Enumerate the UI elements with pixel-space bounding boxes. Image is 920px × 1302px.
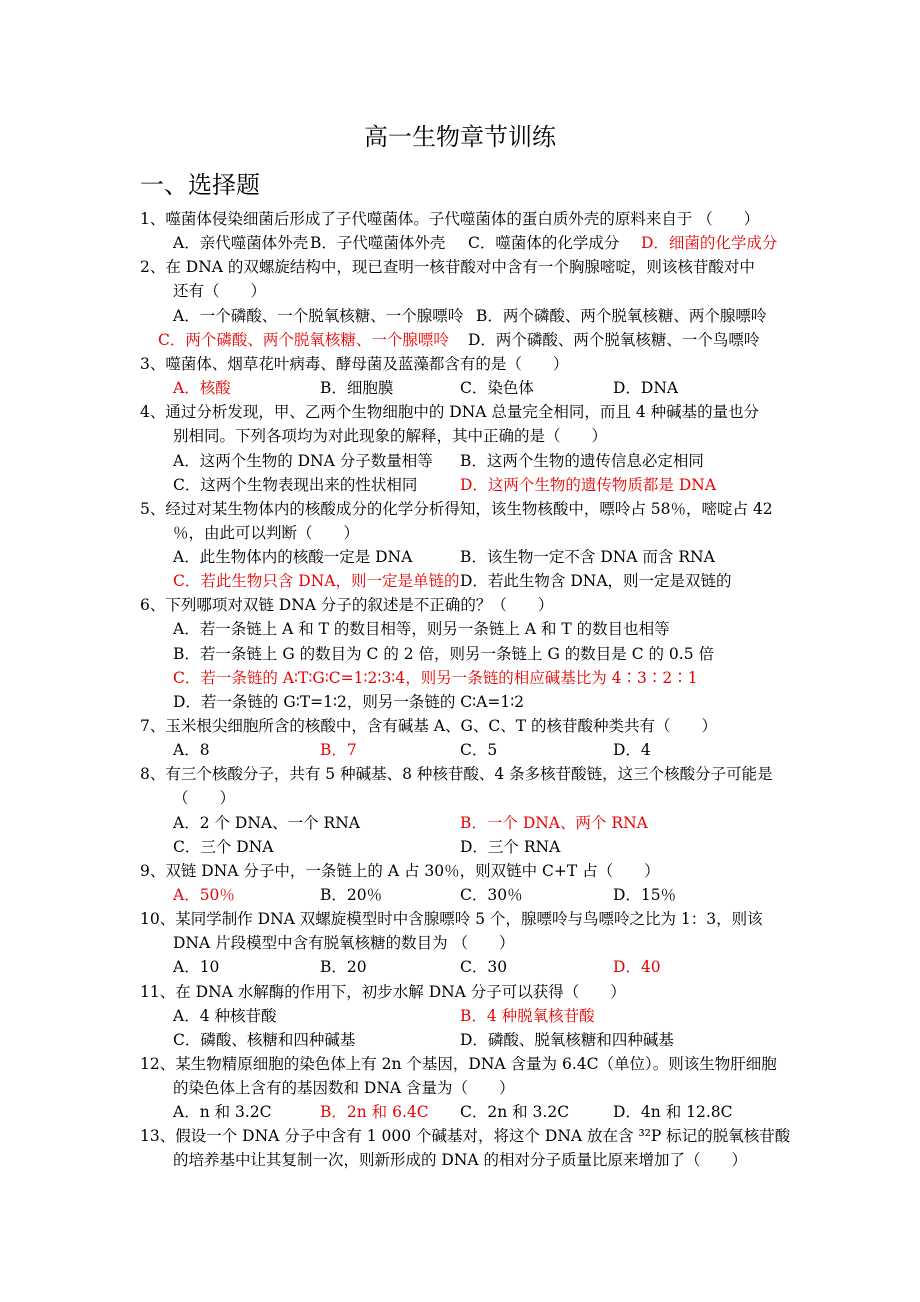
question-4-stem: 4、通过分析发现，甲、乙两个生物细胞中的 DNA 总量完全相同，而且 4 种碱基的量也分 [140,403,760,421]
question-2-stem-cont: 还有（ ） [173,282,267,300]
question-10-stem-cont: DNA 片段模型中含有脱氧核糖的数目为 （ ） [173,934,515,952]
question-5-stem-cont: ％，由此可以判断（ ） [173,524,360,542]
q5-option-a: A．此生物体内的核酸一定是 DNA [173,548,413,566]
q12-option-a: A．n 和 3.2C [173,1103,272,1121]
question-8-stem: 8、有三个核酸分子，共有 5 种碱基、8 种核苷酸、4 条多核苷酸链，这三个核酸分子可能是 [140,765,773,783]
q2-option-c: C．两个磷酸、两个脱氧核糖、一个腺嘌呤 [158,331,449,349]
q7-option-d: D．4 [613,741,651,759]
q5-option-c: C．若此生物只含 DNA，则一定是单链的 [173,572,460,590]
q3-option-d: D．DNA [613,379,679,397]
q9-option-b: B．20％ [320,886,383,904]
question-5-stem: 5、经过对某生物体内的核酸成分的化学分析得知，该生物核酸中，嘌呤占 58％，嘧啶占 42 [140,500,773,518]
q6-option-b: B．若一条链上 G 的数目为 C 的 2 倍，则另一条链上 G 的数目是 C 的 0.5 倍 [173,645,715,663]
section-heading: 一、选择题 [140,171,260,199]
q8-option-a: A．2 个 DNA、一个 RNA [173,814,360,832]
q6-option-d: D．若一条链的 G∶T=1∶2，则另一条链的 C∶A=1∶2 [173,693,525,711]
q1-option-c: C．噬菌体的化学成分 [468,234,620,252]
q2-option-d: D．两个磷酸、两个脱氧核糖、一个鸟嘌呤 [468,331,760,349]
question-12-stem: 12、某生物精原细胞的染色体上有 2n 个基因，DNA 含量为 6.4C（单位）。则该生物肝细胞 [140,1055,777,1073]
q10-option-d: D．40 [613,958,661,976]
q10-option-c: C．30 [460,958,508,976]
q1-option-b: B．子代噬菌体外壳 [310,234,446,252]
q11-option-a: A．4 种核苷酸 [173,1007,277,1025]
q10-option-a: A．10 [173,958,220,976]
q12-option-b: B．2n 和 6.4C [320,1103,429,1121]
question-7-stem: 7、玉米根尖细胞所含的核酸中，含有碱基 A、G、C、T 的核苷酸种类共有（ ） [140,717,717,735]
q1-option-a: A．亲代噬菌体外壳 [173,234,309,252]
question-9-stem: 9、双链 DNA 分子中，一条链上的 A 占 30％，则双链中 C+T 占（ ） [140,862,660,880]
question-11-stem: 11、在 DNA 水解酶的作用下，初步水解 DNA 分子可以获得（ ） [140,983,626,1001]
q9-option-c: C．30％ [460,886,523,904]
q7-option-a: A．8 [173,741,210,759]
q3-option-b: B．细胞膜 [320,379,394,397]
q5-option-d: D．若此生物含 DNA，则一定是双链的 [460,572,732,590]
q8-option-d: D．三个 RNA [460,838,561,856]
question-2-stem: 2、在 DNA 的双螺旋结构中，现已查明一核苷酸对中含有一个胸腺嘧啶，则该核苷酸对中 [140,258,755,276]
q11-option-d: D．磷酸、脱氧核糖和四种碱基 [460,1031,674,1049]
question-13-stem: 13、假设一个 DNA 分子中含有 1 000 个碱基对，将这个 DNA 放在含 ³²P 标记的脱氧核苷酸 [140,1127,791,1145]
q8-option-c: C．三个 DNA [173,838,274,856]
question-3-stem: 3、噬菌体、烟草花叶病毒、酵母菌及蓝藻都含有的是（ ） [140,355,569,373]
q9-option-d: D．15％ [613,886,677,904]
question-8-stem-cont: （ ） [173,789,236,807]
q3-option-c: C．染色体 [460,379,534,397]
q2-option-b: B．两个磷酸、两个脱氧核糖、两个腺嘌呤 [476,307,767,325]
q11-option-c: C．磷酸、核糖和四种碱基 [173,1031,356,1049]
q11-option-b: B．4 种脱氧核苷酸 [460,1007,595,1025]
q12-option-c: C．2n 和 3.2C [460,1103,570,1121]
question-12-stem-cont: 的染色体上含有的基因数和 DNA 含量为（ ） [173,1079,515,1097]
q6-option-a: A．若一条链上 A 和 T 的数目相等，则另一条链上 A 和 T 的数目也相等 [173,620,670,638]
question-1-stem: 1、噬菌体侵染细菌后形成了子代噬菌体。子代噬菌体的蛋白质外壳的原料来自于 （ ） [140,210,760,228]
q4-option-a: A．这两个生物的 DNA 分子数量相等 [173,452,433,470]
q4-option-c: C．这两个生物表现出来的性状相同 [173,476,418,494]
page-title: 高一生物章节训练 [364,123,556,151]
q2-option-a: A．一个磷酸、一个脱氧核糖、一个腺嘌呤 [173,307,464,325]
q8-option-b: B．一个 DNA、两个 RNA [460,814,648,832]
question-6-stem: 6、下列哪项对双链 DNA 分子的叙述是不正确的？（ ） [140,596,554,614]
q10-option-b: B．20 [320,958,367,976]
question-4-stem-cont: 别相同。下列各项均为对此现象的解释，其中正确的是（ ） [173,427,608,445]
q9-option-a: A．50％ [173,886,235,904]
question-10-stem: 10、某同学制作 DNA 双螺旋模型时中含腺嘌呤 5 个，腺嘌呤与鸟嘌呤之比为 1：3，则该 [140,910,763,928]
q6-option-c: C．若一条链的 A∶T∶G∶C=1∶2∶3∶4，则另一条链的相应碱基比为 4∶3∶2∶1 [173,669,698,687]
q12-option-d: D．4n 和 12.8C [613,1103,733,1121]
q4-option-d: D．这两个生物的遗传物质都是 DNA [460,476,717,494]
q7-option-b: B．7 [320,741,357,759]
q4-option-b: B．这两个生物的遗传信息必定相同 [460,452,704,470]
q5-option-b: B．该生物一定不含 DNA 而含 RNA [460,548,715,566]
q1-option-d: D．细菌的化学成分 [641,234,778,252]
question-13-stem-cont: 的培养基中让其复制一次，则新形成的 DNA 的相对分子质量比原来增加了（ ） [173,1151,748,1169]
q7-option-c: C．5 [460,741,498,759]
q3-option-a: A．核酸 [173,379,231,397]
